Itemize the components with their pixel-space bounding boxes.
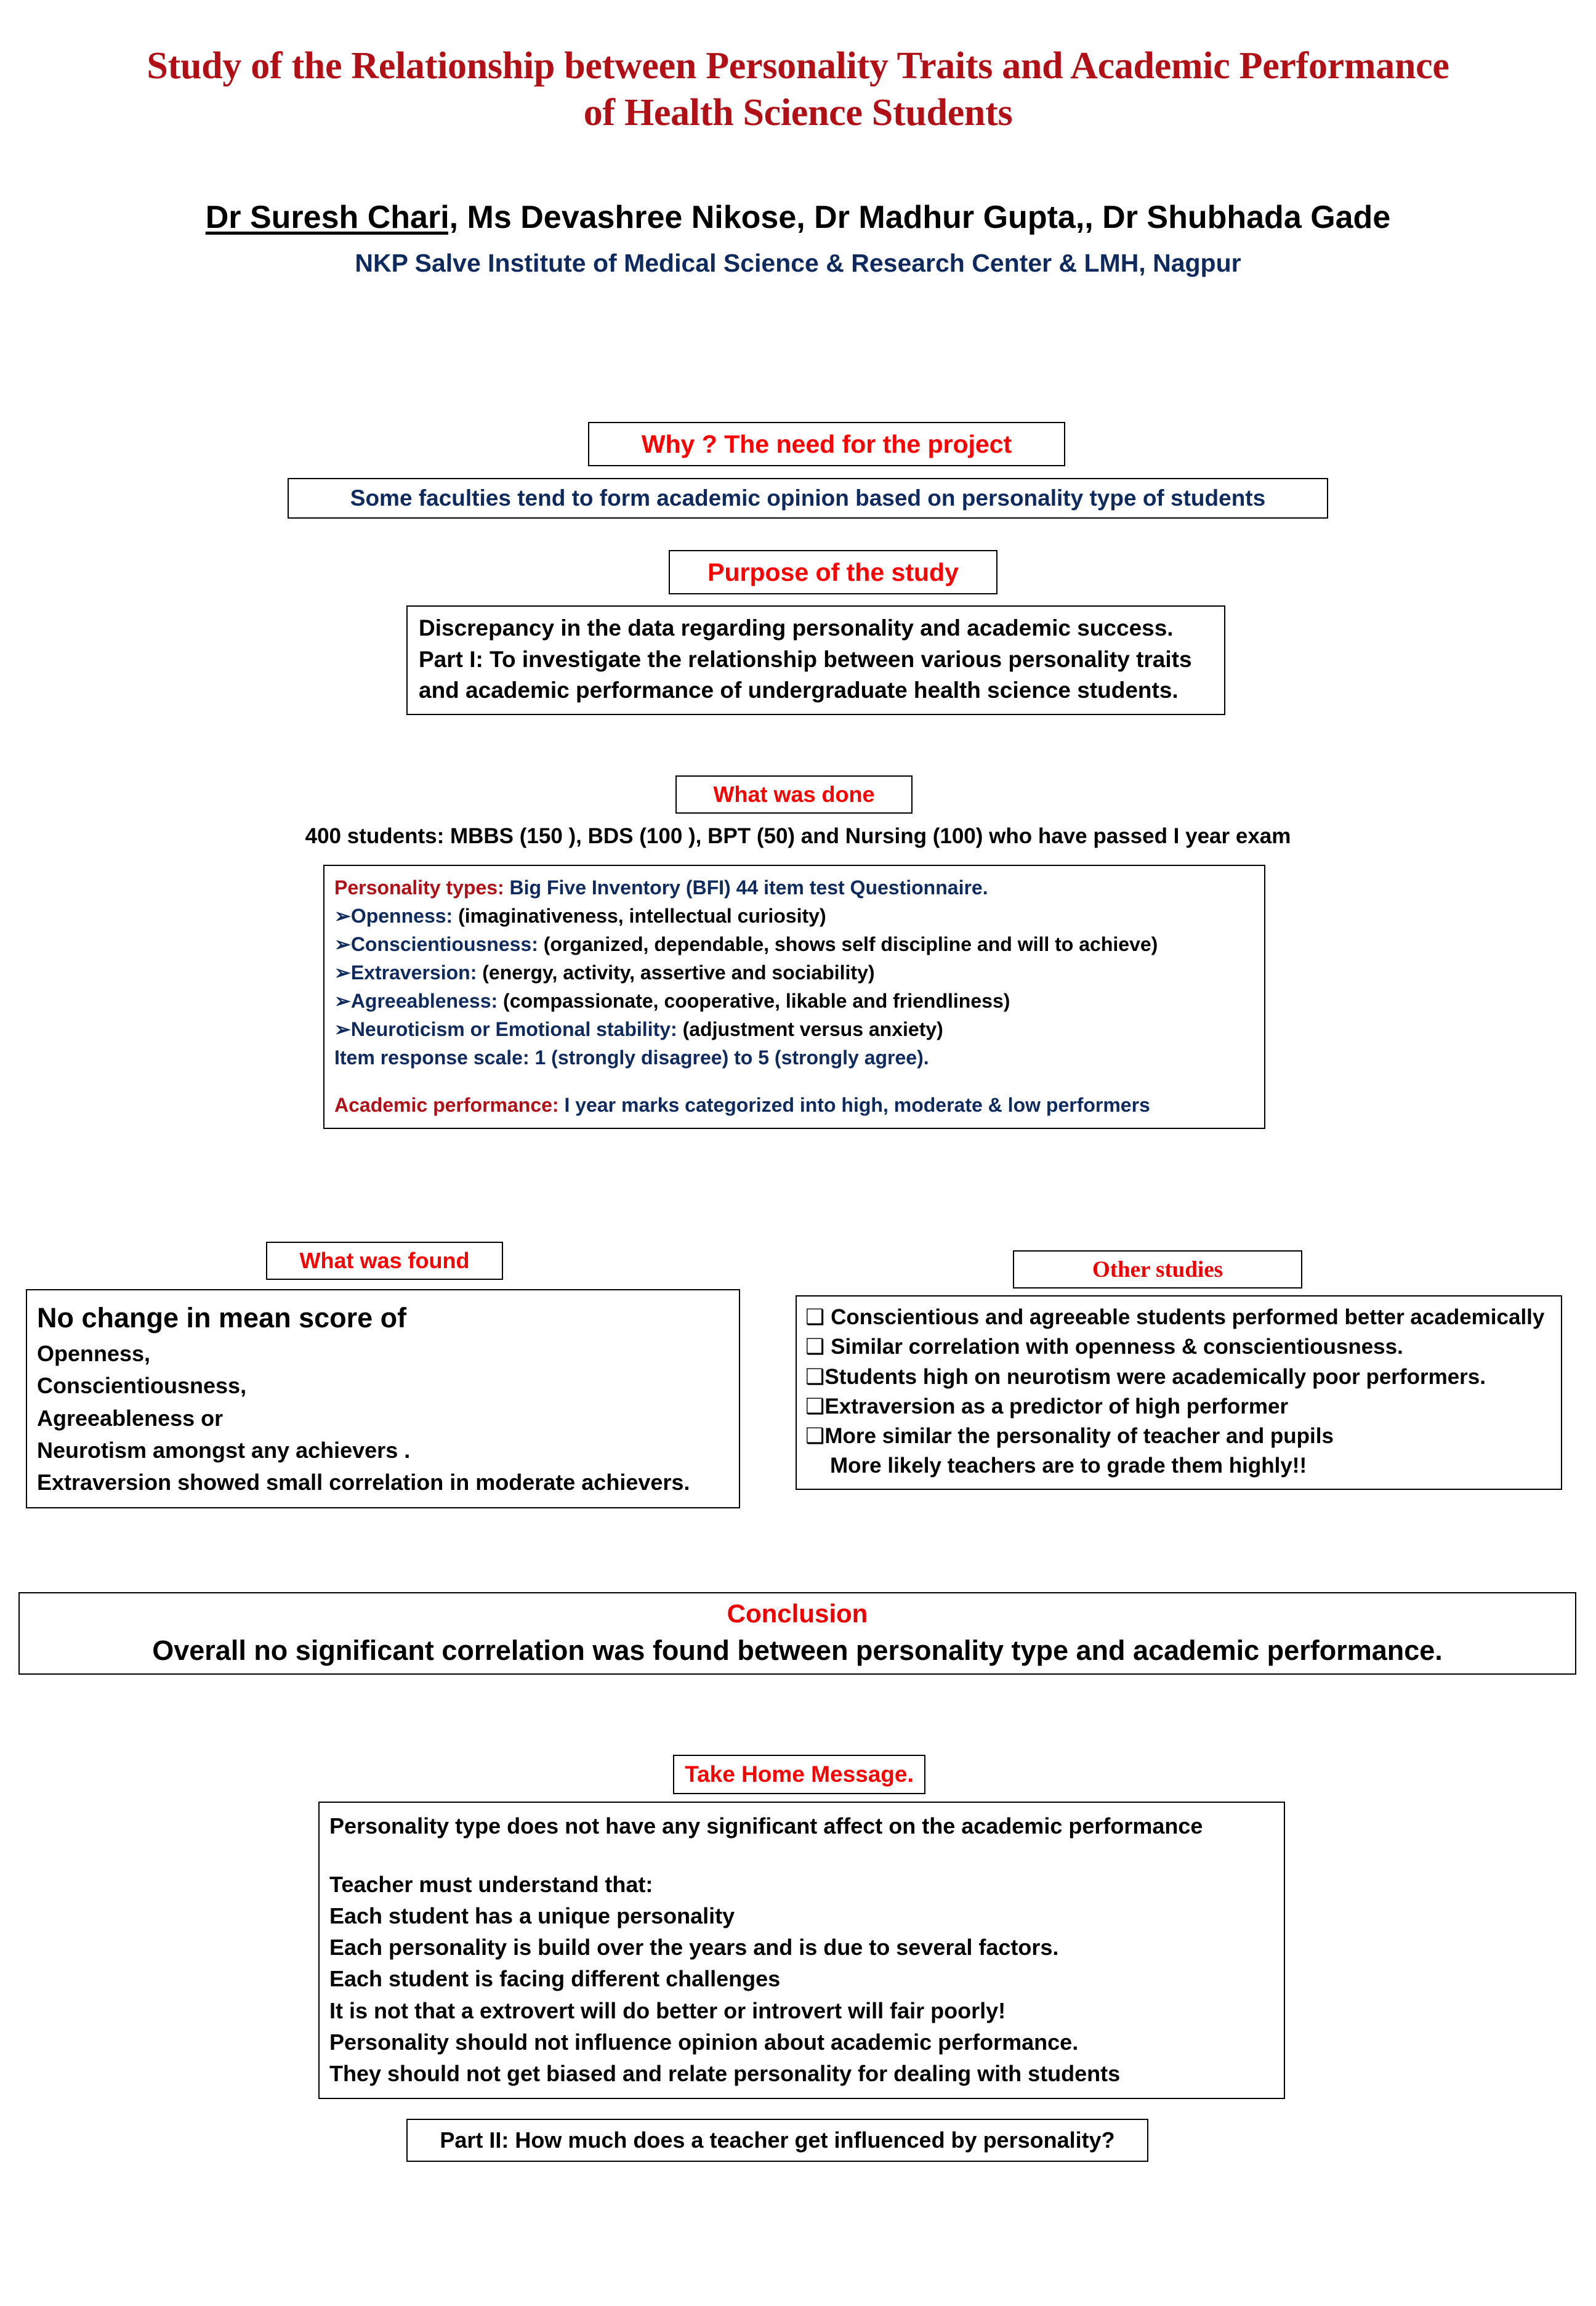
other-study-text: Extraversion as a predictor of high performer (824, 1394, 1289, 1418)
trait-item (334, 902, 1255, 930)
take-home-line: They should not get biased and relate personality for dealing with students (329, 2060, 1121, 2086)
take-home-opening: Personality type does not have any significant affect on the academic performance (329, 1813, 1203, 1839)
findings-line: Conscientiousness, (37, 1373, 247, 1399)
section-conclusion (18, 1592, 1576, 1675)
co-author-names: Ms Devashree Nikose, Dr Madhur Gupta,, Dr Shubhada Gade (458, 200, 1391, 235)
section-header-take-home-message: Take Home Message. (673, 1755, 925, 1794)
trait-item (334, 930, 1255, 958)
personality-types-line (334, 873, 1255, 902)
purpose-line-1: Discrepancy in the data regarding personality and academic success. (419, 615, 1174, 641)
trait-name: Extraversion: (350, 961, 477, 984)
section-body-why: Some faculties tend to form academic opinion based on personality type of students (288, 478, 1328, 519)
academic-performance-line (334, 1091, 1255, 1119)
section-header-conclusion: Conclusion (727, 1599, 868, 1628)
trait-name: Neuroticism or Emotional stability: (350, 1018, 677, 1041)
section-body-what-was-done (323, 865, 1265, 1129)
arrow-bullet-icon: ➢ (334, 905, 351, 928)
other-study-item (805, 1332, 1554, 1362)
part-two-question: Part II: How much does a teacher get influenced by personality? (406, 2119, 1148, 2162)
section-body-take-home-message (318, 1802, 1285, 2099)
section-body-other-studies (796, 1295, 1562, 1490)
section-header-what-was-done: What was done (675, 775, 913, 814)
poster-title-line-1: Study of the Relationship between Personality Traits and Academic Performance (147, 45, 1449, 87)
arrow-bullet-icon: ➢ (334, 1018, 351, 1041)
trait-description: (adjustment versus anxiety) (677, 1018, 943, 1041)
section-header-why: Why ? The need for the project (588, 422, 1065, 466)
other-study-item (805, 1392, 1554, 1422)
take-home-line: Each student is facing different challenges (329, 1966, 781, 1992)
affiliation: NKP Salve Institute of Medical Science & Research Center & LMH, Nagpur (355, 249, 1241, 277)
square-bullet-icon: ❑ (805, 1364, 825, 1390)
personality-types-label: Personality types: (334, 876, 504, 899)
other-study-text: More similar the personality of teacher and pupils (824, 1424, 1334, 1449)
square-bullet-icon: ❑ (805, 1424, 825, 1449)
square-bullet-icon: ❑ (805, 1305, 825, 1330)
section-header-what-was-found: What was found (266, 1242, 503, 1280)
sample-size-line: 400 students: MBBS (150 ), BDS (100 ), BPT (50) and Nursing (100) who have passed I year exam (305, 824, 1291, 848)
arrow-bullet-icon: ➢ (334, 990, 351, 1013)
findings-line: Agreeableness or (37, 1405, 224, 1431)
academic-performance-label: Academic performance: (334, 1093, 559, 1116)
trait-item (334, 958, 1255, 987)
trait-item (334, 987, 1255, 1015)
section-body-what-was-found (26, 1289, 740, 1508)
square-bullet-icon: ❑ (805, 1335, 825, 1360)
poster-title-line-2: of Health Science Students (583, 91, 1013, 134)
conclusion-text: Overall no significant correlation was found between personality type and academic performance. (152, 1635, 1443, 1667)
lead-author-name: Dr Suresh Chari, (205, 200, 459, 235)
trait-description: (energy, activity, assertive and sociability) (477, 961, 875, 984)
other-study-item (805, 1362, 1554, 1392)
trait-name: Conscientiousness: (350, 933, 538, 956)
section-header-other-studies: Other studies (1013, 1250, 1302, 1289)
trait-description: (organized, dependable, shows self discipline and will to achieve) (538, 933, 1158, 956)
other-study-item (805, 1422, 1554, 1451)
spacer (329, 1842, 1275, 1869)
purpose-line-3: and academic performance of undergraduate health science students. (419, 678, 1179, 703)
arrow-bullet-icon: ➢ (334, 961, 351, 984)
other-study-trailing-text: More likely teachers are to grade them highly!! (830, 1454, 1307, 1478)
author-list (25, 200, 1571, 235)
item-response-scale: Item response scale: 1 (strongly disagree) to 5 (strongly agree). (334, 1046, 929, 1069)
other-study-item (805, 1303, 1554, 1332)
trait-name: Openness: (350, 905, 453, 928)
section-body-purpose (406, 605, 1225, 715)
spacer (334, 1072, 1255, 1091)
trait-name: Agreeableness: (350, 990, 498, 1013)
square-bullet-icon: ❑ (805, 1394, 825, 1419)
findings-headline: No change in mean score of (37, 1302, 407, 1333)
other-study-text: Similar correlation with openness & conscientiousness. (831, 1335, 1403, 1359)
section-header-purpose: Purpose of the study (669, 550, 997, 594)
take-home-line: It is not that a extrovert will do better or introvert will fair poorly! (329, 1997, 1006, 2023)
trait-item (334, 1015, 1255, 1043)
arrow-bullet-icon: ➢ (334, 933, 351, 956)
poster-title (25, 43, 1571, 136)
take-home-intro: Teacher must understand that: (329, 1872, 653, 1898)
trait-description: (imaginativeness, intellectual curiosity) (453, 905, 826, 928)
academic-performance-value: I year marks categorized into high, moderate & low performers (558, 1093, 1150, 1116)
other-study-trailing-line (805, 1451, 1554, 1481)
trait-description: (compassionate, cooperative, likable and friendliness) (498, 990, 1010, 1013)
findings-line: Neurotism amongst any achievers . (37, 1437, 411, 1463)
purpose-line-2: Part I: To investigate the relationship between various personality traits (419, 646, 1192, 672)
take-home-line: Each personality is build over the years and is due to several factors. (329, 1935, 1059, 1960)
other-study-text: Conscientious and agreeable students performed better academically (831, 1305, 1545, 1329)
findings-line: Extraversion showed small correlation in moderate achievers. (37, 1470, 690, 1495)
take-home-line: Each student has a unique personality (329, 1903, 735, 1929)
personality-types-value: Big Five Inventory (BFI) 44 item test Questionnaire. (504, 876, 988, 899)
findings-line: Openness, (37, 1341, 151, 1367)
other-study-text: Students high on neurotism were academically poor performers. (824, 1364, 1486, 1389)
take-home-line: Personality should not influence opinion about academic performance. (329, 2029, 1079, 2055)
